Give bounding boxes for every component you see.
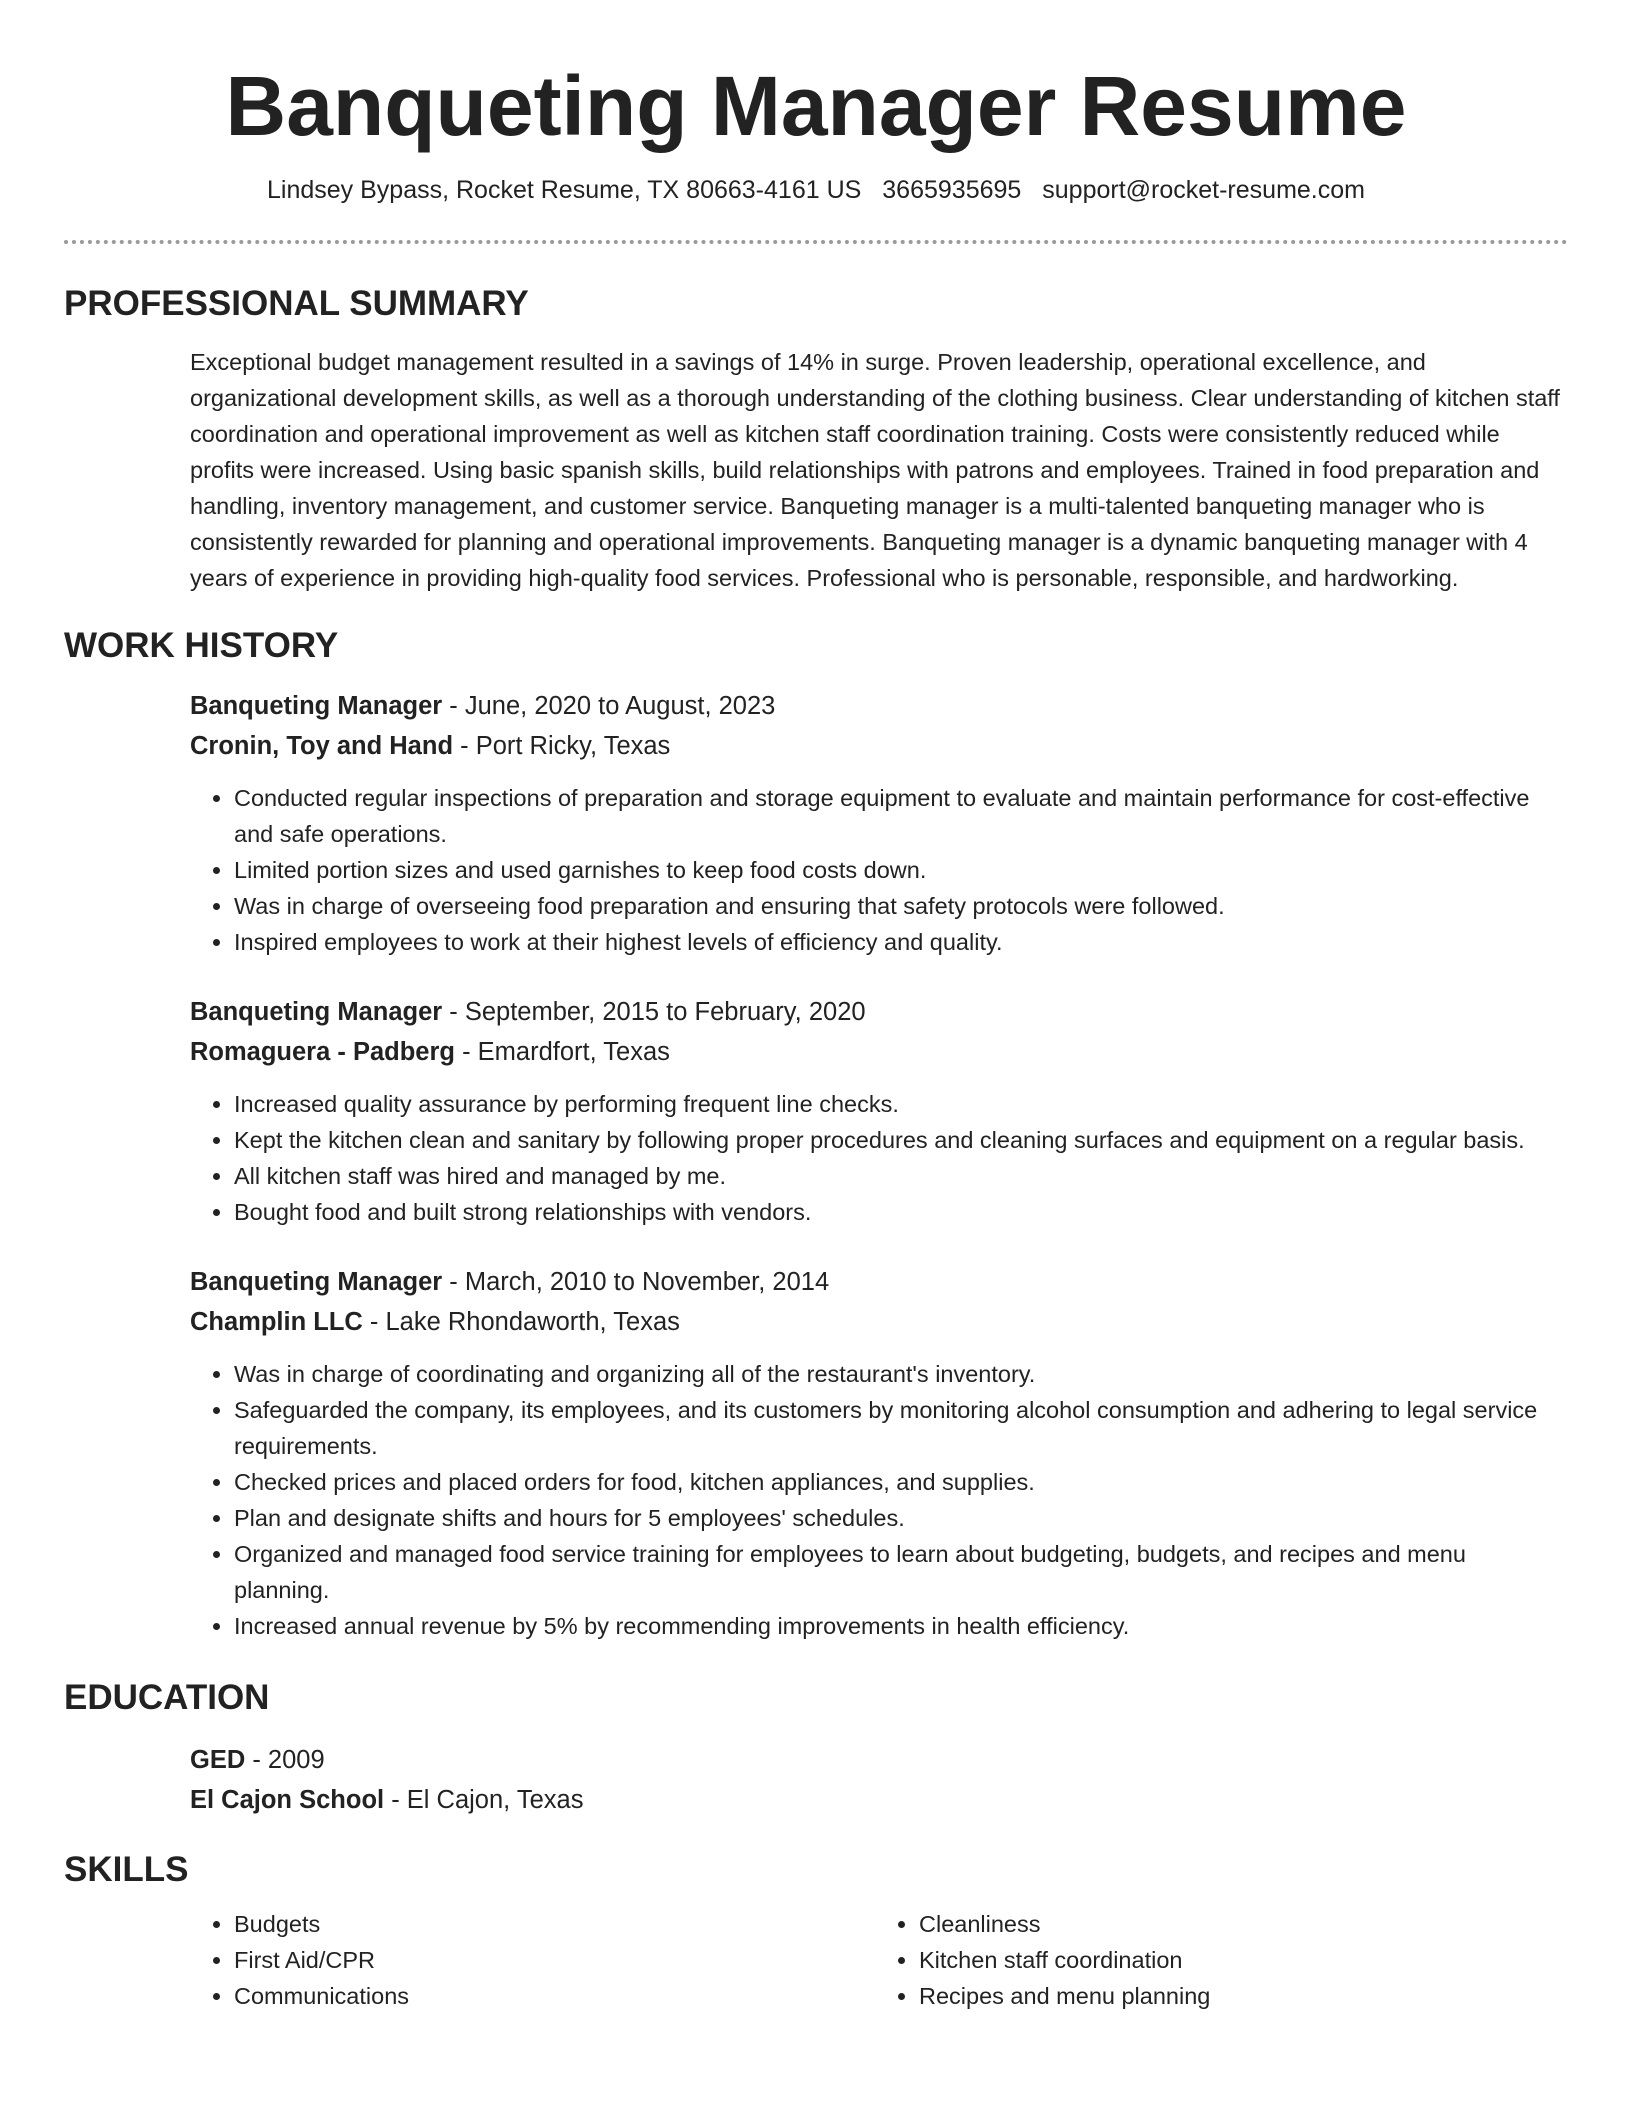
education-location: - El Cajon, Texas [384,1786,584,1814]
job-company: Romaguera - Padberg [190,1038,455,1066]
job-bullet: • All kitchen staff was hired and managed by me. [234,1158,1560,1194]
job-bullet: • Inspired employees to work at their highest levels of efficiency and quality. [234,924,1560,960]
job-bullet: • Plan and designate shifts and hours for 5 employees' schedules. [234,1500,1560,1536]
education-school-line [190,1780,1560,1820]
education-section [64,1676,1568,1820]
skill-item: • Kitchen staff coordination [919,1942,1560,1978]
job-bullet: • Safeguarded the company, its employees, and its customers by monitoring alcohol consumption and adhering to legal service requirements. [234,1392,1560,1464]
contact-phone: 3665935695 [882,176,1022,204]
job-bullet: • Bought food and built strong relationships with vendors. [234,1194,1560,1230]
education-degree: GED [190,1746,246,1774]
job-location: - Lake Rhondaworth, Texas [362,1308,680,1336]
skill-item: • Cleanliness [919,1906,1560,1942]
job-bullet: • Organized and managed food service training for employees to learn about budgeting, budgets, and recipes and menu planning. [234,1536,1560,1608]
work-history-heading: WORK HISTORY [64,626,339,665]
header-divider [64,240,1568,244]
job-bullet: • Increased annual revenue by 5% by recommending improvements in health efficiency. [234,1608,1560,1644]
resume-title: Banqueting Manager Resume [225,59,1407,153]
job-entry [190,992,1560,1230]
skills-grid [190,1906,1560,2014]
job-bullet: • Was in charge of overseeing food preparation and ensuring that safety protocols were followed. [234,888,1560,924]
skills-section [64,1848,1568,2014]
education-heading: EDUCATION [64,1678,270,1717]
skills-column-right [875,1906,1560,2014]
job-bullets [190,1356,1560,1644]
skills-column-left [190,1906,875,2014]
job-bullet: • Increased quality assurance by performing frequent line checks. [234,1086,1560,1122]
job-entry [190,1262,1560,1644]
skill-item: • Communications [234,1978,875,2014]
contact-email: support@rocket-resume.com [1042,176,1365,204]
job-company-line [190,1032,1560,1072]
job-title: Banqueting Manager [190,998,443,1026]
job-dates: - September, 2015 to February, 2020 [442,998,866,1026]
skills-heading: SKILLS [64,1850,189,1889]
job-location: - Emardfort, Texas [454,1038,670,1066]
job-title-line [190,1262,1560,1302]
job-bullets [190,780,1560,960]
summary-section [64,282,1568,596]
skill-item: • Budgets [234,1906,875,1942]
job-company: Champlin LLC [190,1308,363,1336]
job-location: - Port Ricky, Texas [453,732,671,760]
job-company-line [190,726,1560,766]
job-company: Cronin, Toy and Hand [190,732,454,760]
job-title-line [190,992,1560,1032]
contact-line [64,174,1568,206]
job-bullet: • Kept the kitchen clean and sanitary by following proper procedures and cleaning surfaces and equipment on a regular basis. [234,1122,1560,1158]
job-title: Banqueting Manager [190,1268,443,1296]
job-dates: - June, 2020 to August, 2023 [442,692,776,720]
summary-text: Exceptional budget management resulted in a savings of 14% in surge. Proven leadership, operational excellence, and organizational development skills, as well as a thorough understanding of the clothing business. Clear understanding of kitchen staff coordination and operational improvement as well as kitchen staff coordination training. Costs were consistently reduced while profits were increased. Using basic spanish skills, build relationships with patrons and employees. Trained in food preparation and handling, inventory management, and customer service. Banqueting manager is a multi-talented banqueting manager who is consistently rewarded for planning and operational improvements. Banqueting manager is a dynamic banqueting manager with 4 years of experience in providing high-quality food services. Professional who is personable, responsible, and hardworking. [190,349,1560,591]
job-bullets [190,1086,1560,1230]
contact-address: Lindsey Bypass, Rocket Resume, TX 80663-4161 US [267,176,862,204]
job-title: Banqueting Manager [190,692,443,720]
job-bullet: • Limited portion sizes and used garnishes to keep food costs down. [234,852,1560,888]
job-title-line [190,686,1560,726]
job-entry [190,686,1560,960]
job-company-line [190,1302,1560,1342]
education-school: El Cajon School [190,1786,385,1814]
education-degree-line [190,1740,1560,1780]
education-year: - 2009 [245,1746,325,1774]
job-bullet: • Checked prices and placed orders for food, kitchen appliances, and supplies. [234,1464,1560,1500]
work-history-section [64,624,1568,1644]
skill-item: • First Aid/CPR [234,1942,875,1978]
skill-item: • Recipes and menu planning [919,1978,1560,2014]
job-dates: - March, 2010 to November, 2014 [442,1268,830,1296]
summary-heading: PROFESSIONAL SUMMARY [64,284,529,323]
job-bullet: • Conducted regular inspections of preparation and storage equipment to evaluate and maintain performance for cost-effective and safe operations. [234,780,1560,852]
job-bullet: • Was in charge of coordinating and organizing all of the restaurant's inventory. [234,1356,1560,1392]
